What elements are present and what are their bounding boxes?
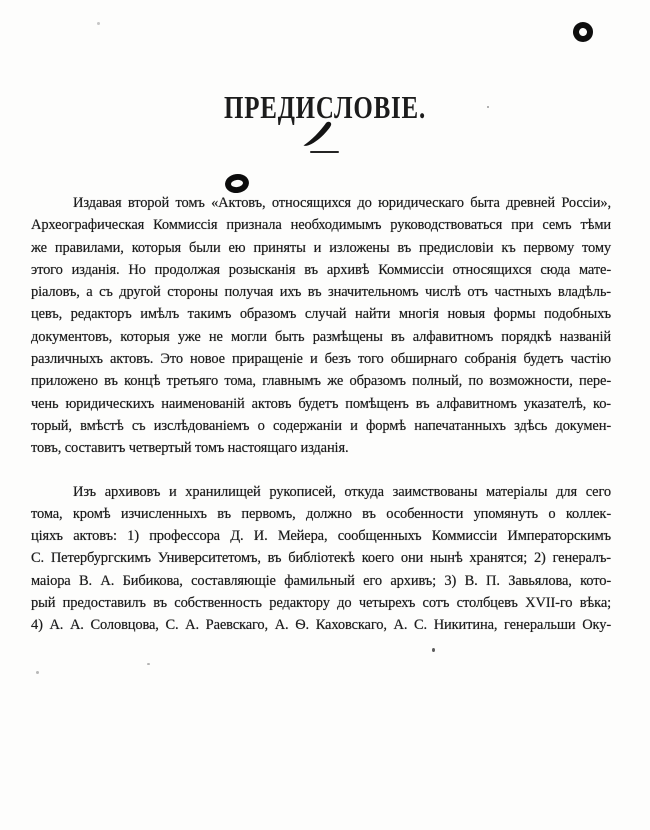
paragraph: [31, 481, 611, 637]
text-line: различныхъ актовъ. Это новое приращеніе и безъ того обширнаго собранія будетъ частію: [31, 351, 611, 368]
text-line: чень юридическихъ наименованій актовъ будетъ помѣщенъ въ алфавитномъ указателѣ, ко-: [31, 395, 611, 412]
ink-stain-ring-icon: [571, 20, 595, 44]
text-line: Издавая второй томъ «Актовъ, относящихся до юридическаго быта древней Россіи»,: [73, 195, 611, 211]
text-line: ціяхъ актовъ: 1) профессора Д. И. Мейера, сообщенныхъ Коммиссіи Императорскимъ: [31, 528, 611, 545]
text-line: же правилами, которыя были ею приняты и изложены въ предисловіи къ первому тому: [31, 239, 611, 256]
page-title: ПРЕДИСЛОВІЕ.: [224, 89, 426, 126]
scan-speck: [97, 22, 100, 25]
text-line: этого изданія. Но продолжая розысканія въ архивѣ Коммиссіи относящихся сюда мате-: [31, 261, 611, 278]
text-line: маіора В. А. Бибикова, составляющіе фамильный его архивъ; 3) В. П. Завьялова, кото-: [31, 572, 611, 589]
text-line: Археографическая Коммиссія признала необходимымъ руководствоваться при семъ тѣми: [31, 217, 611, 234]
text-line: торый, вмѣстѣ съ изслѣдованіемъ о содержаніи и формѣ напечатанныхъ здѣсь докумен-: [31, 417, 611, 434]
text-line: тома, кромѣ изчисленныхъ въ первомъ, должно въ особенности упомянуть о коллек-: [31, 505, 611, 522]
text-line: приложено въ концѣ третьяго тома, главнымъ же образомъ полный, по возможности, пере-: [31, 373, 611, 390]
scan-speck: [36, 671, 39, 674]
paragraph: [31, 192, 611, 460]
text-line: цевъ, редакторъ имѣлъ такимъ образомъ случай найти многія новыя формы подобныхъ: [31, 306, 611, 323]
text-line: ріаловъ, а съ другой стороны получая ихъ въ значительномъ числѣ отъ частныхъ владѣль-: [31, 284, 611, 301]
scan-speck: [147, 663, 150, 665]
scan-speck: [432, 648, 435, 652]
text-line: 4) А. А. Соловцова, С. А. Раевскаго, А. Ѳ. Каховскаго, А. С. Никитина, генеральши Оку-: [31, 617, 611, 634]
ornament-rule: [310, 151, 339, 153]
text-line: товъ, составитъ четвертый томъ настоящаго изданія.: [31, 440, 349, 457]
text-line: Изъ архивовъ и хранилищей рукописей, откуда заимствованы матеріалы для сего: [73, 483, 611, 500]
body-text: [31, 192, 611, 637]
text-line: С. Петербургскимъ Университетомъ, въ библіотекѣ коего они нынѣ хранятся; 2) генералъ-: [31, 550, 611, 567]
pen-stroke-ornament-icon: [302, 120, 334, 147]
text-line: рый предоставилъ въ собственность редактору до четырехъ сотъ столбцевъ XVII-го вѣка;: [31, 595, 611, 612]
text-line: документовъ, которыя уже не могли быть размѣщены въ алфавитномъ порядкѣ названій: [31, 328, 611, 345]
